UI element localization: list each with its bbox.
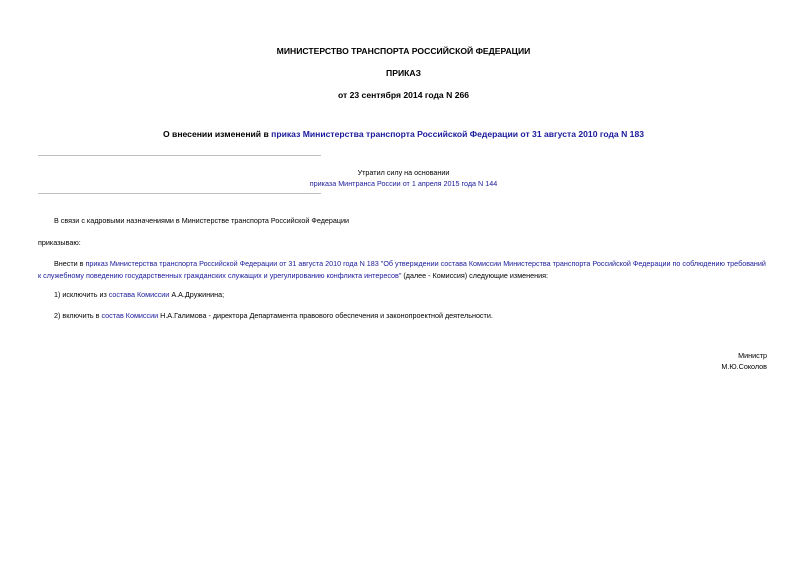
doc-type-heading: ПРИКАЗ	[386, 68, 421, 78]
amend-order-link-part1[interactable]: приказ Министерства транспорта Российской Федерации от 31 августа 2010 года N 183 "Об утверждении состава Комиссии Министерства транспорта Российской Федерации по соблюдению требований	[85, 259, 766, 268]
intro-paragraph: В связи с кадровыми назначениями в Министерстве транспорта Российской Федерации	[54, 216, 350, 225]
document-title	[0, 129, 807, 139]
item1-suffix: А.А.Дружинина;	[169, 290, 225, 299]
signature-name: М.Ю.Соколов	[721, 362, 767, 371]
divider-bottom	[38, 193, 321, 194]
amend-line-1	[38, 258, 772, 270]
divider-top	[38, 155, 321, 156]
item1-commission-link[interactable]: состава Комиссии	[108, 290, 170, 299]
amend-paragraph	[38, 258, 772, 282]
item-1	[38, 289, 224, 301]
item2-suffix: Н.А.Галимова - директора Департамента правового обеспечения и законопроектной деятельности.	[158, 311, 493, 320]
date-number-heading: от 23 сентября 2014 года N 266	[337, 90, 470, 100]
order-word: приказываю:	[38, 238, 81, 247]
item1-prefix: 1) исключить из	[54, 290, 109, 299]
signature-position: Министр	[738, 351, 767, 360]
status-note-repeal-link[interactable]: приказа Минтранса России от 1 апреля 2015 года N 144	[309, 179, 498, 188]
item-2	[38, 310, 493, 322]
amend-suffix: (далее - Комиссия) следующие изменения:	[401, 271, 548, 280]
item2-commission-link[interactable]: состав Комиссии	[101, 311, 159, 320]
item2-prefix: 2) включить в	[54, 311, 102, 320]
amend-prefix: Внести в	[54, 259, 86, 268]
amend-line-2	[38, 270, 772, 282]
amend-order-link-part2[interactable]: к служебному поведению государственных гражданских служащих и урегулированию конфликта интересов"	[38, 271, 402, 280]
title-amended-order-link[interactable]: приказ Министерства транспорта Российской Федерации от 31 августа 2010 года N 183	[271, 129, 645, 139]
title-prefix: О внесении изменений в	[162, 129, 272, 139]
ministry-heading: МИНИСТЕРСТВО ТРАНСПОРТА РОССИЙСКОЙ ФЕДЕРАЦИИ	[276, 46, 531, 56]
status-note-line: Утратил силу на основании	[357, 168, 450, 177]
